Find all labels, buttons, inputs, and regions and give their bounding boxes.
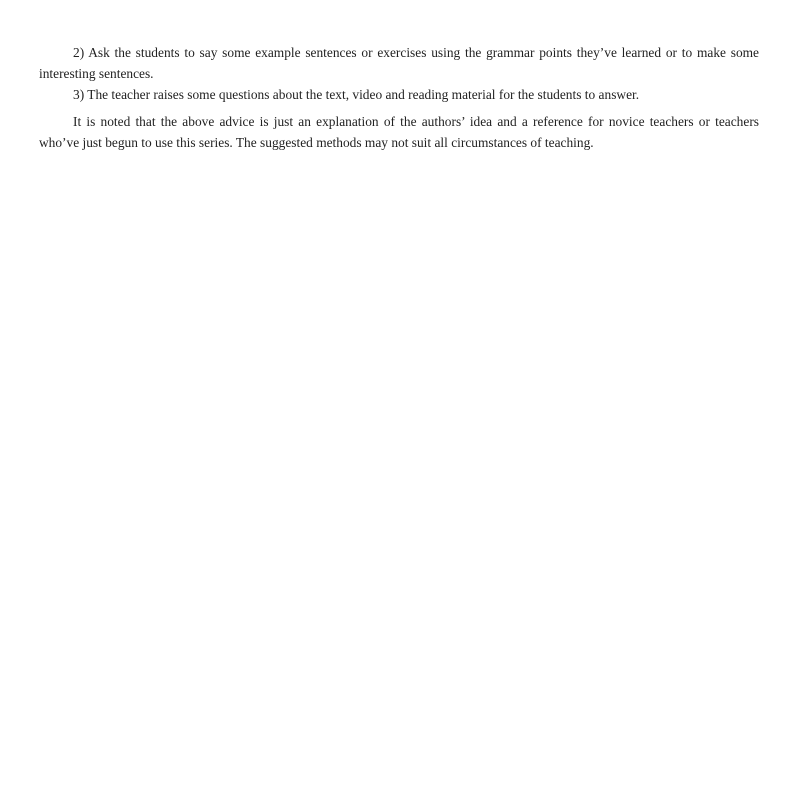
text-body — [39, 42, 759, 153]
paragraph-note: It is noted that the above advice is just an explanation of the authors’ idea and a reference for novice teachers or teachers who’ve just begun to use this series. The suggested methods may not suit all circumstances of teaching. — [39, 114, 759, 150]
paragraph-item-3: 3) The teacher raises some questions about the text, video and reading material for the students to answer. — [73, 87, 640, 102]
paragraph-item-2: 2) Ask the students to say some example sentences or exercises using the grammar points they’ve learned or to make some interesting sentences. — [39, 45, 759, 81]
